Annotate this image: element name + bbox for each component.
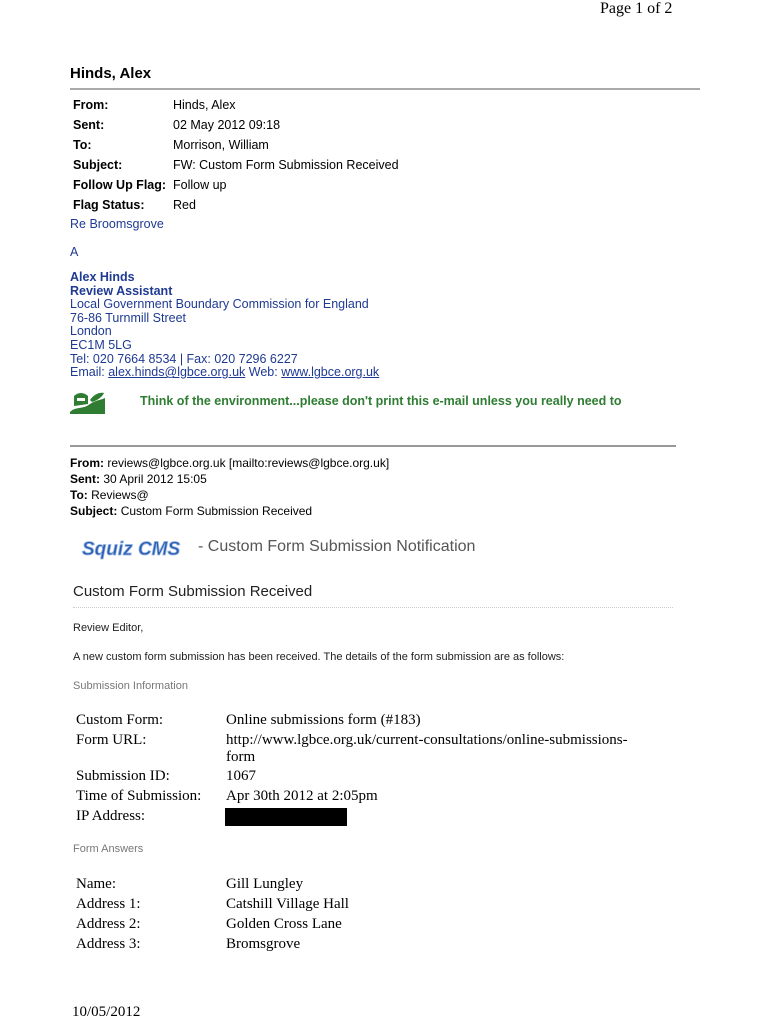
header-label: Sent: xyxy=(73,118,105,132)
submission-value: http://www.lgbce.org.uk/current-consultations/online-submissions- xyxy=(226,732,628,748)
signature-postcode: EC1M 5LG xyxy=(70,337,132,352)
forwarded-subject xyxy=(70,503,389,519)
forwarded-subject-label: Subject: xyxy=(70,504,118,518)
signature-block xyxy=(70,271,379,380)
squiz-cms-logo xyxy=(80,535,195,561)
forwarded-sent xyxy=(70,471,389,487)
page-number: Page 1 of 2 xyxy=(600,0,673,17)
signature-city: London xyxy=(70,324,112,339)
answers-section-heading: Form Answers xyxy=(73,843,144,855)
notification-title: Custom Form Submission Received xyxy=(73,583,313,600)
squiz-cms-logo-text: Squiz CMS xyxy=(82,539,181,560)
submission-key: Form URL: xyxy=(76,732,147,748)
email-body-line: A xyxy=(70,245,79,259)
answer-value: Catshill Village Hall xyxy=(226,896,349,912)
forwarded-headers xyxy=(70,455,389,519)
submission-value: Apr 30th 2012 at 2:05pm xyxy=(226,788,378,804)
footer-date: 10/05/2012 xyxy=(72,1004,141,1020)
forwarded-from xyxy=(70,455,389,471)
title-divider xyxy=(73,607,673,608)
submission-key: Submission ID: xyxy=(76,768,170,784)
environment-icon xyxy=(68,388,106,414)
forwarded-to xyxy=(70,487,389,503)
notification-greeting: Review Editor, xyxy=(73,622,144,634)
submission-key: IP Address: xyxy=(76,808,146,824)
forwarded-sent-label: Sent: xyxy=(70,472,100,486)
signature-org: Local Government Boundary Commission for England xyxy=(70,297,369,312)
forwarded-sent-value: 30 April 2012 15:05 xyxy=(103,472,207,486)
notification-intro: A new custom form submission has been received. The details of the form submission are as follows: xyxy=(73,651,565,663)
header-value: Follow up xyxy=(173,178,227,192)
email-body-line: Re Broomsgrove xyxy=(70,217,164,231)
submission-key: Custom Form: xyxy=(76,712,164,728)
submission-value: form xyxy=(226,749,256,765)
forward-divider xyxy=(70,445,676,447)
web-label: Web: xyxy=(248,365,278,380)
environment-note: Think of the environment...please don't print this e-mail unless you really need to xyxy=(140,394,622,408)
answer-key: Address 3: xyxy=(76,936,141,952)
forwarded-from-value: reviews@lgbce.org.uk [mailto:reviews@lgbce.org.uk] xyxy=(107,456,390,470)
header-label: Follow Up Flag: xyxy=(73,178,167,192)
header-label: From: xyxy=(73,98,109,112)
forwarded-to-label: To: xyxy=(70,488,88,502)
signature-street: 76-86 Turnmill Street xyxy=(70,310,187,325)
notification-heading: - Custom Form Submission Notification xyxy=(198,538,476,555)
submission-section-heading: Submission Information xyxy=(73,680,188,692)
header-value: Hinds, Alex xyxy=(173,98,236,112)
forwarded-from-label: From: xyxy=(70,456,104,470)
answer-value: Bromsgrove xyxy=(226,936,301,952)
answer-value: Golden Cross Lane xyxy=(226,916,342,932)
header-label: To: xyxy=(73,138,92,152)
signature-role: Review Assistant xyxy=(70,283,173,298)
header-value: FW: Custom Form Submission Received xyxy=(173,158,399,172)
header-value: Morrison, William xyxy=(173,138,269,152)
header-label: Subject: xyxy=(73,158,123,172)
answer-value: Gill Lungley xyxy=(226,876,304,892)
submission-key: Time of Submission: xyxy=(76,788,202,804)
signature-name: Alex Hinds xyxy=(70,270,135,284)
ip-address-redaction xyxy=(225,808,347,826)
answer-key: Address 2: xyxy=(76,916,141,932)
signature-contact-line xyxy=(70,366,379,380)
submission-value: 1067 xyxy=(226,768,256,784)
email-label: Email: xyxy=(70,365,105,380)
answer-key: Address 1: xyxy=(76,896,141,912)
answer-key: Name: xyxy=(76,876,116,892)
forwarded-subject-value: Custom Form Submission Received xyxy=(120,504,313,518)
header-value: 02 May 2012 09:18 xyxy=(173,118,281,132)
submission-value: Online submissions form (#183) xyxy=(226,712,421,728)
email-link[interactable]: alex.hinds@lgbce.org.uk xyxy=(108,365,246,380)
signature-phone: Tel: 020 7664 8534 | Fax: 020 7296 6227 xyxy=(70,351,298,366)
header-divider xyxy=(70,88,700,90)
forwarded-to-value: Reviews@ xyxy=(91,488,149,502)
web-link[interactable]: www.lgbce.org.uk xyxy=(281,365,380,380)
email-sender-title: Hinds, Alex xyxy=(70,65,152,82)
header-label: Flag Status: xyxy=(73,198,145,212)
header-value: Red xyxy=(173,198,196,212)
